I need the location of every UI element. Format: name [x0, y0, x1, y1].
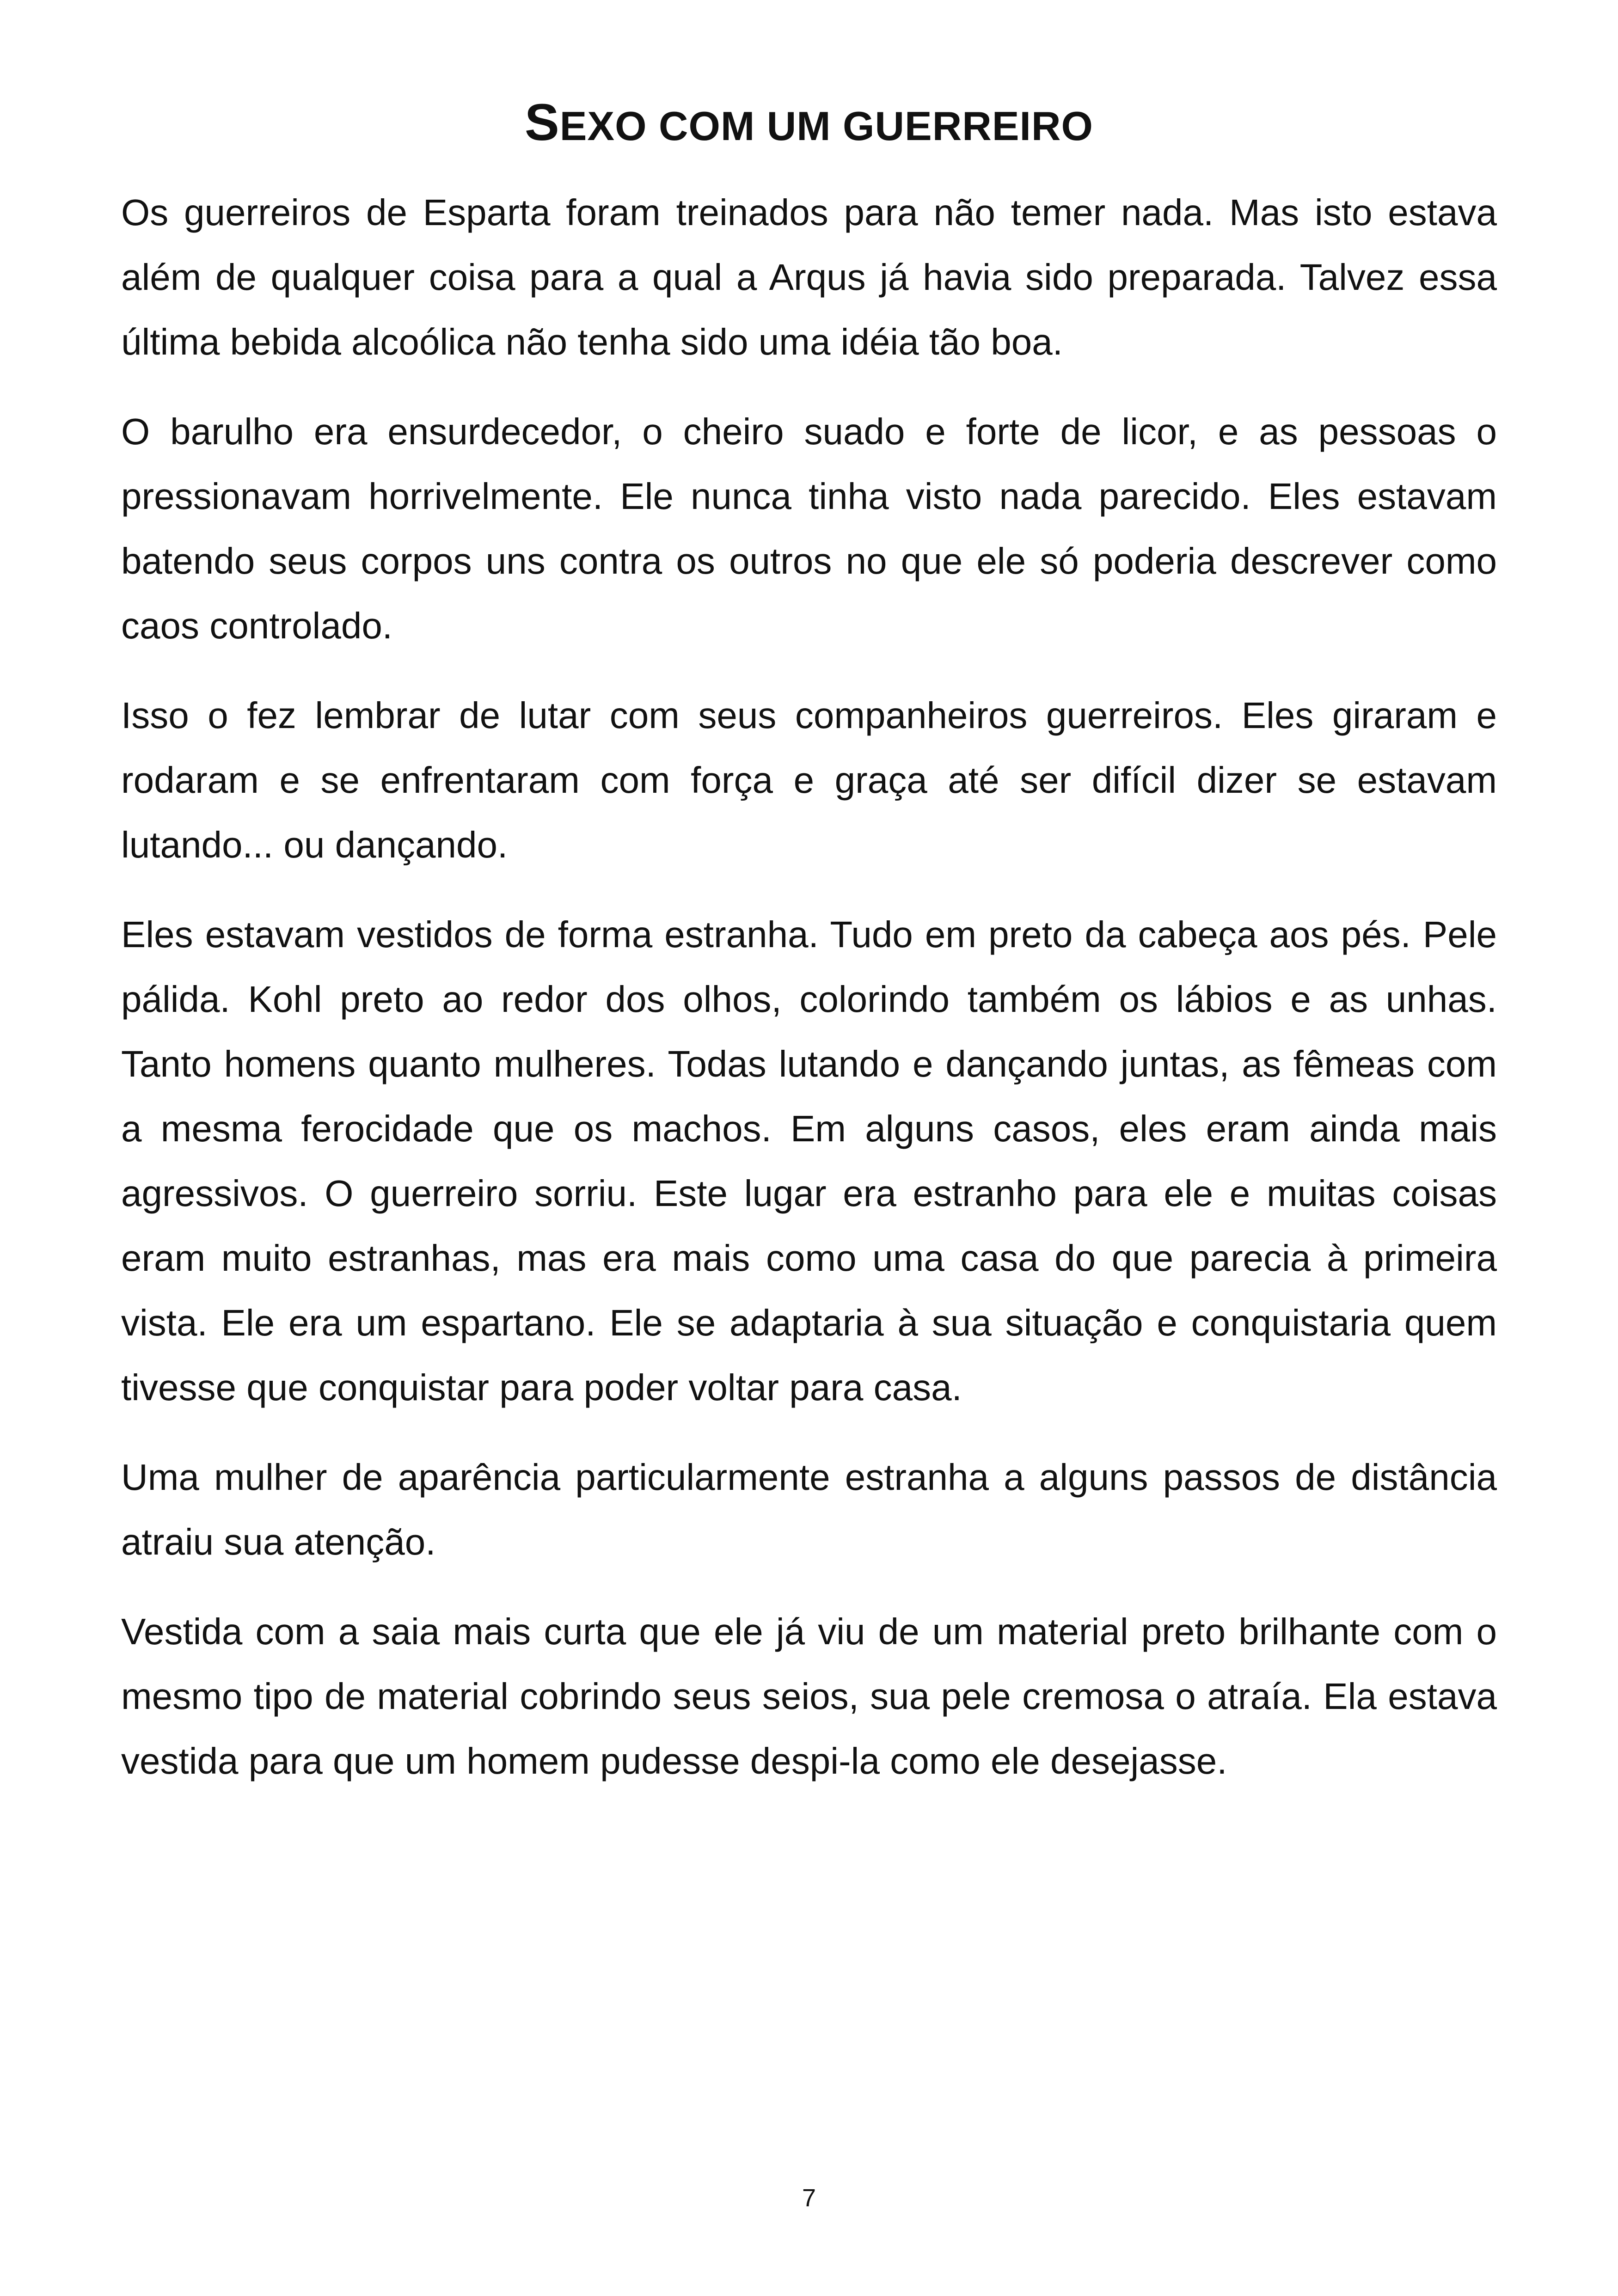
paragraph-6: Vestida com a saia mais curta que ele já viu de um material preto brilhante com o mesmo tipo de material cobrindo seus seios, sua pele cremosa o atraía. Ela estava vestida para que um homem pudesse despi-la como ele desejasse.	[121, 1611, 1497, 1782]
paragraph-3: Isso o fez lembrar de lutar com seus companheiros guerreiros. Eles giraram e rodaram e se enfrentaram com força e graça até ser difícil dizer se estavam lutando... ou dançando.	[121, 695, 1497, 865]
paragraph-2: O barulho era ensurdecedor, o cheiro suado e forte de licor, e as pessoas o pressionavam horrivelmente. Ele nunca tinha visto nada parecido. Eles estavam batendo seus corpos uns contra os outros no que ele só poderia descrever como caos controlado.	[121, 411, 1497, 646]
body-text	[121, 180, 1497, 1818]
chapter-title-rest: EXO COM UM GUERREIRO	[559, 103, 1093, 149]
paragraph-1: Os guerreiros de Esparta foram treinados para não temer nada. Mas isto estava além de qualquer coisa para a qual a Arqus já havia sido preparada. Talvez essa última bebida alcoólica não tenha sido uma idéia tão boa.	[121, 192, 1497, 362]
page-number: 7	[802, 2184, 816, 2212]
chapter-title-initial: S	[525, 93, 560, 151]
paragraph-4: Eles estavam vestidos de forma estranha. Tudo em preto da cabeça aos pés. Pele pálida. Kohl preto ao redor dos olhos, colorindo também os lábios e as unhas. Tanto homens quanto mulheres. Todas lutando e dançando juntas, as fêmeas com a mesma ferocidade que os machos. Em alguns casos, eles eram ainda mais agressivos. O guerreiro sorriu. Este lugar era estranho para ele e muitas coisas eram muito estranhas, mas era mais como uma casa do que parecia à primeira vista. Ele era um espartano. Ele se adaptaria à sua situação e conquistaria quem tivesse que conquistar para poder voltar para casa.	[121, 914, 1497, 1408]
paragraph-5: Uma mulher de aparência particularmente estranha a alguns passos de distância atraiu sua atenção.	[121, 1457, 1497, 1562]
chapter-title	[0, 95, 1618, 154]
